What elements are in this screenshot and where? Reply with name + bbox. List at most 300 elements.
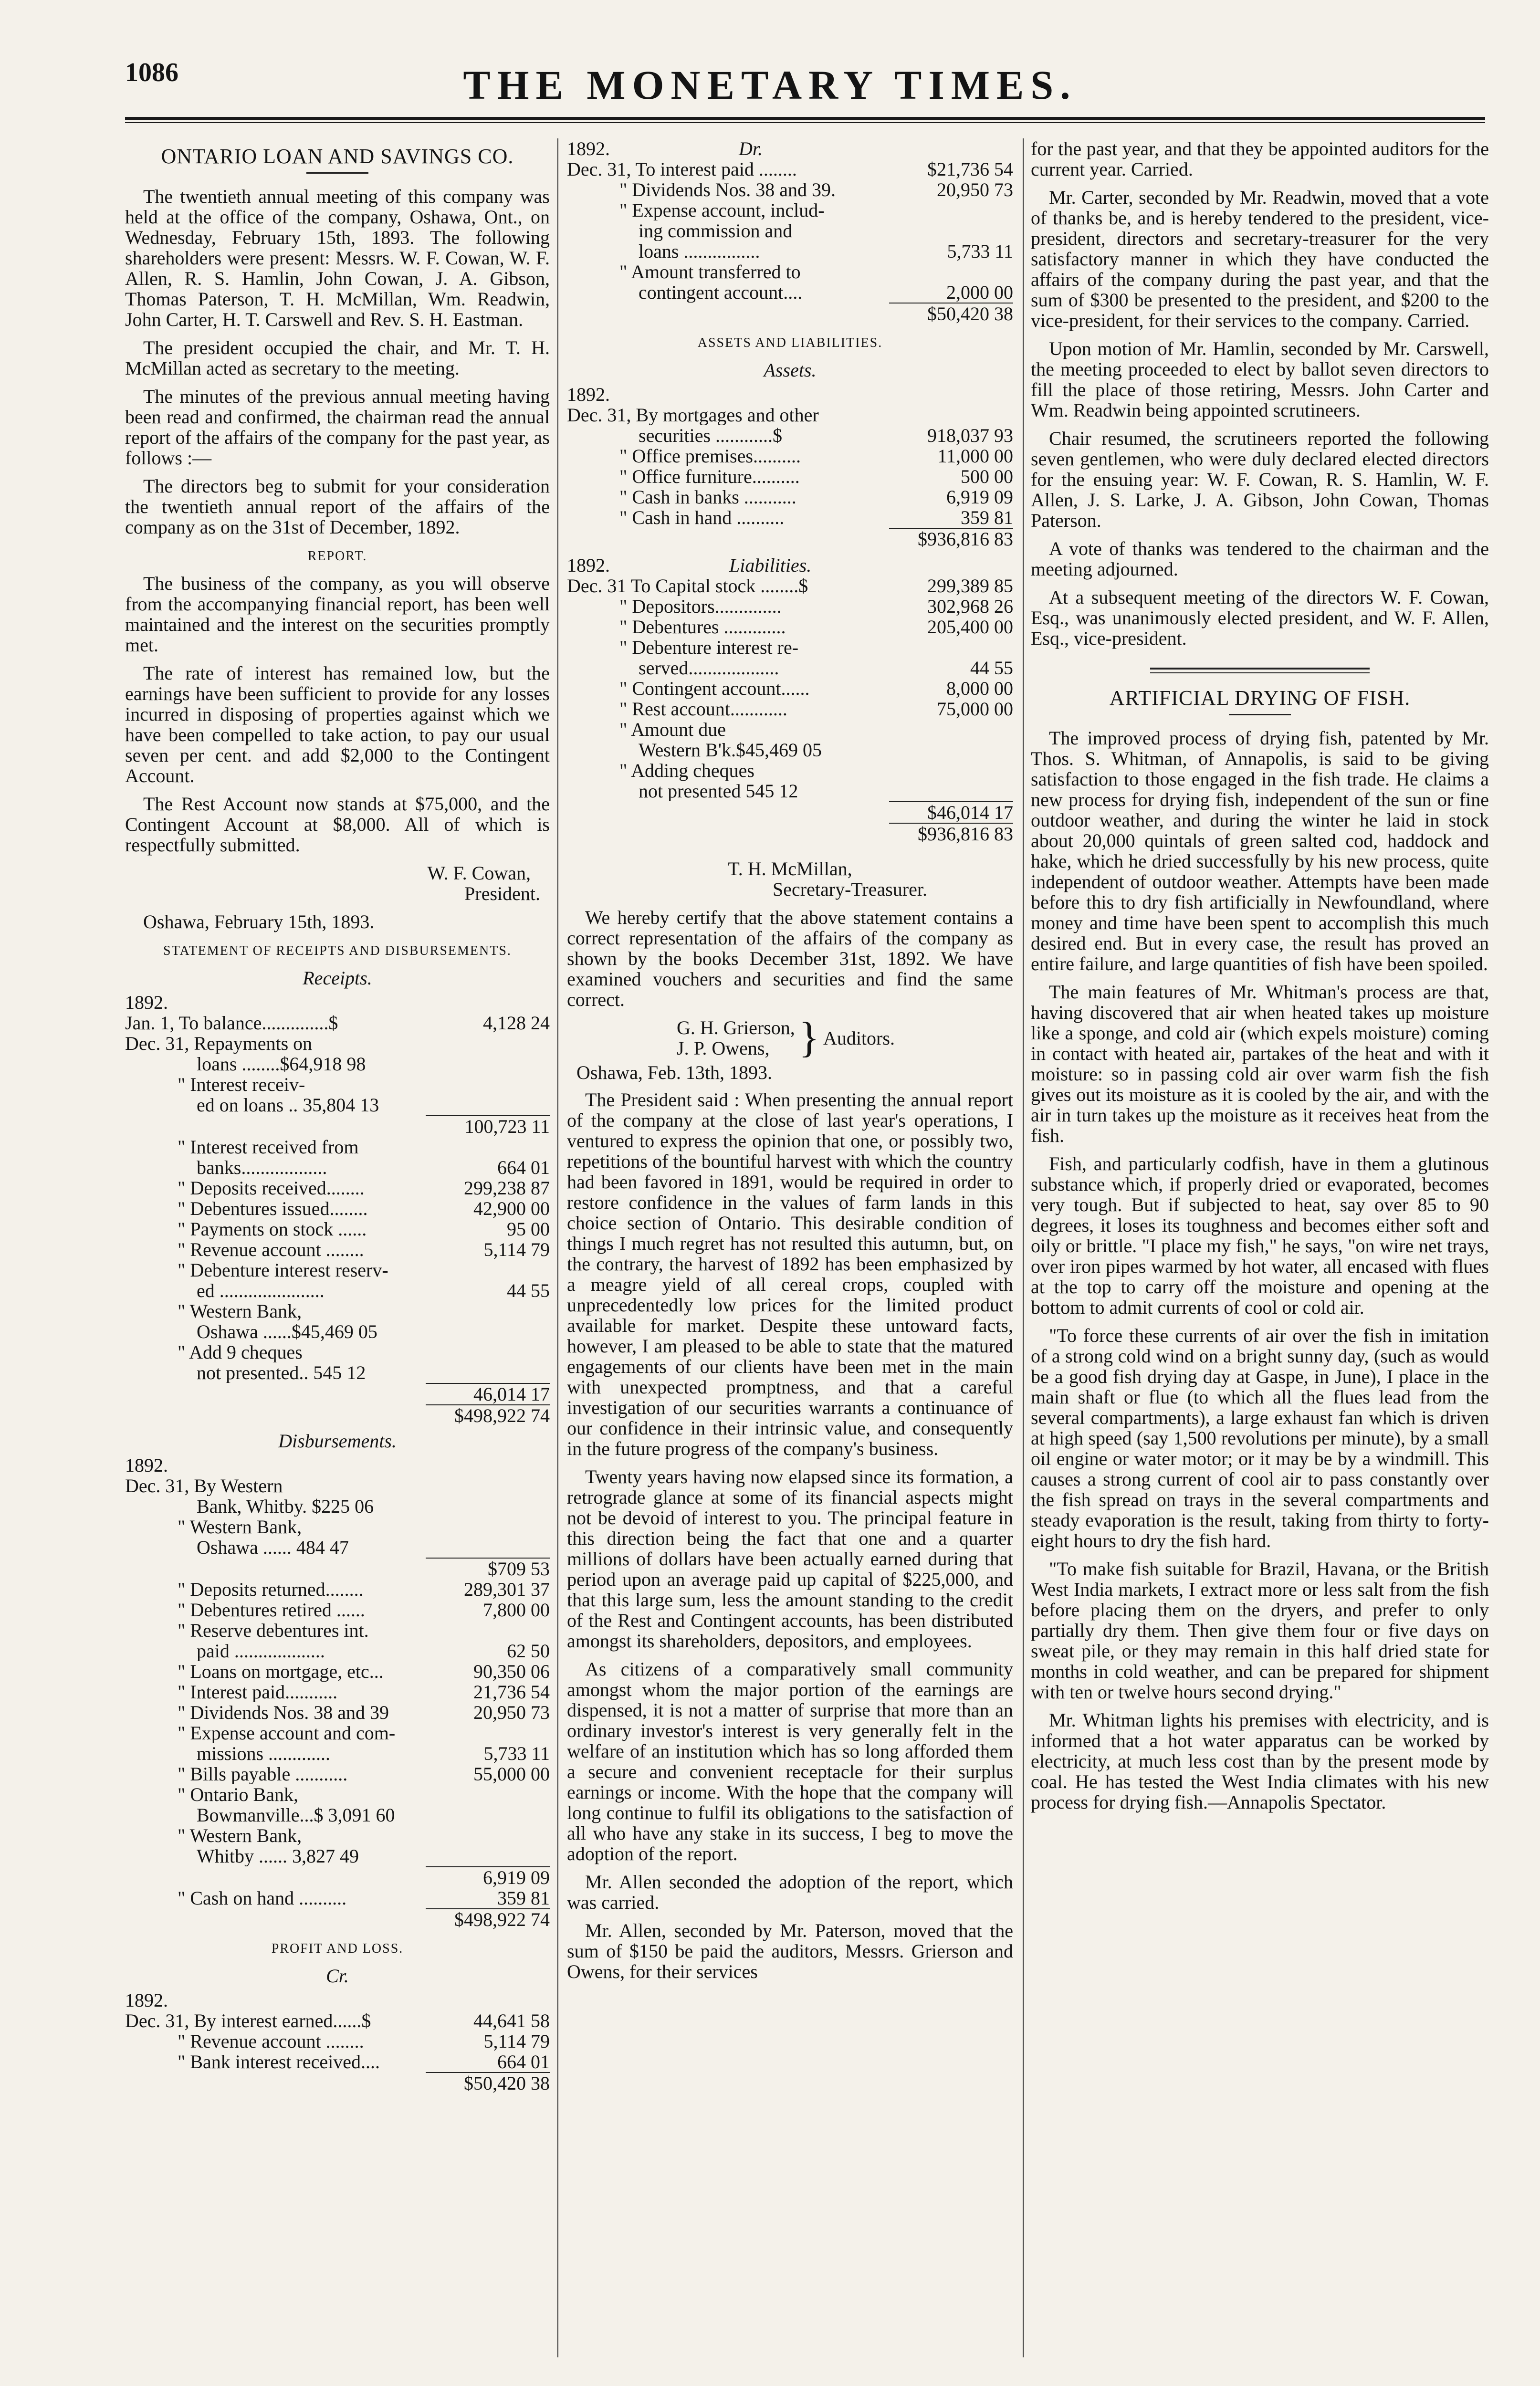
column-divider — [557, 138, 558, 2357]
page-header — [0, 0, 1540, 143]
ledger-label: 1892. — [125, 992, 168, 1013]
paragraph: We hereby certify that the above statement contains a correct representation of the affairs of the company as shown by the books December 31st, 1892. We have examined vouchers and securities and find the same correct. — [567, 907, 1013, 1010]
ledger-amount: 44 55 — [507, 1280, 550, 1301]
ledger-label: " Office premises.......... — [619, 446, 801, 466]
ledger-amount: 299,238 87 — [464, 1177, 550, 1199]
page-number: 1086 — [125, 58, 178, 87]
ledger-amount: $936,816 83 — [889, 528, 1013, 549]
year-label: 1892. — [567, 555, 610, 576]
ledger-amount — [426, 1074, 550, 1095]
ledger-amount: $498,922 74 — [426, 1404, 550, 1426]
header-rule — [125, 117, 1485, 120]
ledger-label: " Office furniture.......... — [619, 466, 800, 487]
ledger-label: contingent account.... — [639, 282, 803, 303]
ledger-row — [125, 1476, 550, 1496]
ledger-label — [125, 1866, 426, 1888]
ledger-label: ing commission and — [639, 220, 793, 241]
ledger-row — [125, 1054, 550, 1074]
ledger-label — [567, 823, 889, 844]
auditor-name: J. P. Owens, — [677, 1037, 770, 1059]
ledger-label: Oshawa ...... 484 47 — [197, 1537, 349, 1558]
ledger-row — [567, 159, 1013, 179]
ledger-label: Bank, Whitby. $225 06 — [197, 1496, 374, 1517]
subheading: Disbursements. — [278, 1430, 397, 1452]
ledger-label: not presented.. 545 12 — [197, 1362, 366, 1383]
ledger-label — [125, 1383, 426, 1404]
heading-rule — [1229, 714, 1291, 715]
ledger-label: missions ............. — [197, 1743, 331, 1764]
ledger-label: Dec. 31, By mortgages and other — [567, 405, 819, 425]
auditor-names — [677, 1017, 795, 1058]
ledger-amount — [889, 405, 1013, 425]
ledger-amount: 7,800 00 — [483, 1599, 550, 1621]
ledger-row — [125, 1362, 550, 1383]
ledger-row — [125, 1846, 550, 1866]
ledger-row — [125, 1537, 550, 1558]
ledger-amount — [426, 1455, 550, 1476]
ledger-row — [567, 781, 1013, 801]
brace: } — [798, 1014, 819, 1061]
ledger-amount — [426, 1095, 550, 1115]
paragraph: Chair resumed, the scrutineers reported the following seven gentlemen, who were duly declared elected directors for the ensuing year: W. F. Cowan, R. S. Hamlin, W. F. Allen, J. S. Larke, J. A. Gibson, John Cowan, Thomas Paterson. — [1031, 428, 1489, 531]
paragraph: A vote of thanks was tendered to the chairman and the meeting adjourned. — [1031, 538, 1489, 580]
ledger-row — [125, 1825, 550, 1846]
ledger-amount: $50,420 38 — [426, 2072, 550, 2093]
ledger-amount: 62 50 — [507, 1640, 550, 1662]
paragraph: Mr. Carter, seconded by Mr. Readwin, moved that a vote of thanks be, and is hereby tendered to the president, vice-president, directors and secretary-treasurer for the very satisfactory manner in which they have conducted the affairs of the company during the past year, and that the sum of $300 be presented to the president, and $200 to the vice-president, for their services to the company. Carried. — [1031, 187, 1489, 331]
ledger-amount — [426, 1342, 550, 1362]
ledger-label: 1892. — [567, 384, 610, 405]
paragraph: The minutes of the previous annual meeting having been read and confirmed, the chairman read the annual report of the affairs of the company for the past year, as follows :— — [125, 386, 550, 469]
header-rule-thin — [125, 122, 1485, 123]
auditors-block — [677, 1014, 1013, 1061]
ledger-label: " Cash in hand .......... — [619, 507, 785, 528]
ledger-amount: $936,816 83 — [889, 823, 1013, 844]
dateline: Oshawa, February 15th, 1893. — [143, 911, 375, 932]
profit-loss-table — [125, 1990, 550, 2093]
ledger-label: 1892. — [125, 1990, 168, 2010]
ledger-label: " Debentures issued........ — [178, 1198, 368, 1219]
auditors-label: Auditors. — [823, 1027, 895, 1049]
ledger-row — [567, 384, 1013, 405]
year-label: 1892. — [567, 138, 610, 159]
ledger-row — [125, 1219, 550, 1239]
assets-table — [567, 384, 1013, 549]
ledger-label: Oshawa ......$45,469 05 — [197, 1321, 377, 1342]
ledger-amount: $21,736 54 — [927, 158, 1013, 180]
ledger-row — [125, 1682, 550, 1702]
ledger-row — [567, 637, 1013, 658]
ledger-amount: 100,723 11 — [426, 1115, 550, 1137]
subheading: Assets. — [764, 359, 817, 381]
ledger-amount — [426, 1033, 550, 1054]
ledger-row — [125, 1115, 550, 1137]
ledger-row — [125, 1866, 550, 1888]
ledger-amount: 46,014 17 — [426, 1383, 550, 1404]
ledger-amount: 5,733 11 — [947, 241, 1013, 262]
ledger-label: " Debentures retired ...... — [178, 1600, 365, 1620]
paragraph: Fish, and particularly codfish, have in them a glutinous substance which, if properly dried or evaporated, becomes very tough. But if subjected to heat, say over 85 to 90 degrees, it loses its toughness and becomes either soft and oily or brittle. "I place my fish," he says, "on wire net trays, over iron pipes warmed by hot water, all encased with flues at the top to carry off the moisture and opening at the bottom to admit currents of cool or cold air. — [1031, 1153, 1489, 1318]
ledger-label: paid ................... — [197, 1641, 325, 1661]
paragraph: The President said : When presenting the annual report of the company at the close of last year's operations, I ventured to express the opinion that one, or possibly two, repetitions of the bountiful harvest with which the country had been favored in 1891, would be required in order to restore confidence in the values of farm lands in this choice section of Ontario. This desirable condition of things I much regret has not resulted this autumn, but, on the contrary, the harvest of 1892 has been emphasized by a meagre yield of all cereal crops, coupled with unprecedentedly low prices for the limited product available for market. Despite these untoward facts, however, I am pleased to be able to state that the matured engagements of our clients have been met in the main with unexpected promptness, and that a careful investigation of our securities warrants a continuance of our confidence in their intrinsic value, and consequently in the future progress of the company's business. — [567, 1089, 1013, 1459]
ledger-amount — [426, 1362, 550, 1383]
auditors-date: Oshawa, Feb. 13th, 1893. — [576, 1062, 772, 1083]
ledger-row — [125, 1178, 550, 1198]
signer-name: W. F. Cowan, — [427, 862, 531, 884]
paragraph: The Rest Account now stands at $75,000, and the Contingent Account at $8,000. All of which is respectfully submitted. — [125, 793, 550, 856]
ledger-row — [125, 1321, 550, 1342]
paragraph: The business of the company, as you will observe from the accompanying financial report, has been well maintained and the interest on the securities promptly met. — [125, 573, 550, 656]
ledger-amount — [889, 200, 1013, 220]
ledger-label: " Amount due — [619, 719, 726, 740]
ledger-label — [567, 528, 889, 549]
ledger-row — [125, 1888, 550, 1908]
subheading: Receipts. — [303, 967, 372, 989]
ledger-label: " Debentures ............. — [619, 617, 786, 637]
ledger-label: " Interest receiv- — [178, 1074, 305, 1095]
ledger-row — [125, 1280, 550, 1301]
ledger-row — [125, 1784, 550, 1805]
ledger-label: " Dividends Nos. 38 and 39 — [178, 1702, 389, 1723]
ledger-row — [567, 405, 1013, 425]
ledger-amount: 5,114 79 — [483, 2030, 550, 2052]
ledger-amount — [426, 1990, 550, 2010]
ledger-amount: $46,014 17 — [889, 801, 1013, 823]
article-heading: ARTIFICIAL DRYING OF FISH. — [1109, 686, 1411, 710]
ledger-amount: 289,301 37 — [464, 1579, 550, 1600]
ledger-label: loans ................ — [639, 241, 760, 262]
paragraph: for the past year, and that they be appointed auditors for the current year. Carried. — [1031, 138, 1489, 180]
ledger-amount: 20,950 73 — [473, 1702, 550, 1723]
ledger-label: Dec. 31, Repayments on — [125, 1033, 313, 1054]
paragraph: "To force these currents of air over the fish in imitation of a strong cold wind on a bright sunny day, (such as would be a good fish drying day at Gaspe, in June), I place in the main shaft or flue (to which all the flues lead from the several compartments), a large exhaust fan which is driven at high speed (say 1,500 revolutions per minute), by a small oil engine or water motor; or it may be by a windmill. This causes a strong current of cool air to pass constantly over the fish spread on trays in the several compartments and steady evaporation is the result, taking from thirty to forty-eight hours to dry the fish hard. — [1031, 1325, 1489, 1551]
ledger-amount: $50,420 38 — [889, 303, 1013, 324]
ledger-amount — [426, 1054, 550, 1074]
paragraph: At a subsequent meeting of the directors W. F. Cowan, Esq., was unanimously elected president, and W. F. Allen, Esq., vice-president. — [1031, 586, 1489, 649]
secretary-title: Secretary-Treasurer. — [773, 879, 927, 900]
liab-label: Liabilities. — [729, 555, 812, 576]
column-divider — [1023, 138, 1024, 2357]
ledger-row — [125, 2010, 550, 2031]
ledger-row — [567, 576, 1013, 596]
ledger-row — [125, 2031, 550, 2051]
ledger-amount — [889, 384, 1013, 405]
ledger-row — [567, 699, 1013, 719]
ledger-amount: 6,919 09 — [946, 486, 1013, 508]
ledger-amount — [426, 1620, 550, 1641]
signer-title: President. — [464, 883, 540, 904]
ledger-label: Dec. 31 To Capital stock ........$ — [567, 576, 808, 596]
ledger-amount: $709 53 — [426, 1558, 550, 1579]
ledger-row — [567, 801, 1013, 823]
ledger-amount: 299,389 85 — [927, 575, 1013, 596]
ledger-row — [567, 466, 1013, 487]
ledger-amount — [426, 1825, 550, 1846]
ledger-row — [125, 1805, 550, 1825]
ledger-amount: 55,000 00 — [473, 1763, 550, 1785]
ledger-label: " Debenture interest reserv- — [178, 1260, 388, 1280]
ledger-row — [125, 1095, 550, 1115]
ledger-label: " Cash in banks ........... — [619, 487, 796, 507]
ledger-label: Dec. 31, By interest earned......$ — [125, 2010, 371, 2031]
ledger-label: " Contingent account...... — [619, 678, 810, 699]
ledger-row — [567, 303, 1013, 324]
ledger-amount — [889, 719, 1013, 740]
ledger-amount: 359 81 — [497, 1887, 550, 1909]
ledger-row — [125, 1383, 550, 1404]
paragraph: Upon motion of Mr. Hamlin, seconded by Mr. Carswell, the meeting proceeded to elect by ballot seven directors to fill the place of those retiring, Messrs. John Carter and Wm. Readwin being appointed scrutineers. — [1031, 338, 1489, 421]
ledger-amount: 44,641 58 — [473, 2010, 550, 2031]
masthead-title: THE MONETARY TIMES. — [463, 62, 1077, 108]
ledger-label: " Adding cheques — [619, 760, 754, 781]
ledger-label: Bowmanville...$ 3,091 60 — [197, 1805, 395, 1825]
ledger-label — [125, 1908, 426, 1930]
ledger-row — [567, 487, 1013, 507]
ledger-label: Jan. 1, To balance..............$ — [125, 1013, 338, 1033]
paragraph: The rate of interest has remained low, but the earnings have been sufficient to provide for any losses incurred in disposing of properties against which we have been compelled to take action, to pay our usual seven per cent. and add $2,000 to the Contingent Account. — [125, 662, 550, 786]
ledger-row — [125, 1908, 550, 1930]
ledger-label: " Interest paid........... — [178, 1682, 338, 1702]
ledger-amount: 4,128 24 — [483, 1012, 550, 1034]
ledger-amount: 75,000 00 — [937, 698, 1013, 720]
ledger-row — [125, 992, 550, 1013]
heading-rule — [306, 172, 368, 174]
ledger-amount — [426, 1260, 550, 1280]
ledger-row — [125, 1260, 550, 1280]
ledger-amount — [426, 1805, 550, 1825]
ledger-row — [567, 425, 1013, 446]
ledger-row — [125, 2072, 550, 2093]
ledger-amount — [426, 992, 550, 1013]
ledger-label: " Deposits received........ — [178, 1178, 365, 1198]
dr-table — [567, 159, 1013, 324]
column-3 — [1031, 138, 1489, 1820]
ledger-label: " Western Bank, — [178, 1301, 302, 1321]
ledger-amount — [426, 1476, 550, 1496]
ledger-label — [125, 2072, 426, 2093]
ledger-row — [125, 1013, 550, 1033]
ledger-label: " Payments on stock ...... — [178, 1219, 367, 1239]
ledger-amount — [889, 740, 1013, 760]
paragraph: The improved process of drying fish, patented by Mr. Thos. S. Whitman, of Annapolis, is said to be giving satisfaction to those engaged in the fish trade. He claims a new process for drying fish, independent of the sun or fine outdoor weather, and during the winter he laid in stock about 20,000 quintals of green salted cod, haddock and hake, which he dried successfully by his new process, quite independent of outdoor weather. Attempts have been made before this to dry fish artificially in Newfoundland, where money and time have been spent to accomplish this much desired end. But in every case, the result has proved an entire failure, and large quantities of fish have been spoiled. — [1031, 727, 1489, 974]
ledger-row — [567, 282, 1013, 303]
liab-heading-row — [567, 555, 1013, 576]
ledger-row — [125, 1301, 550, 1321]
ledger-label: " Revenue account ........ — [178, 2031, 364, 2051]
ledger-amount: 664 01 — [497, 1157, 550, 1178]
ledger-row — [567, 446, 1013, 466]
ledger-label: " Expense account, includ- — [619, 200, 825, 220]
subheading: Cr. — [326, 1965, 349, 1987]
ledger-amount: 5,114 79 — [483, 1239, 550, 1260]
ledger-row — [125, 1455, 550, 1476]
ledger-label: " Amount transferred to — [619, 262, 801, 282]
ledger-amount: 205,400 00 — [927, 616, 1013, 638]
paragraph: The main features of Mr. Whitman's process are that, having discovered that air when heated takes up moisture like a sponge, and cold air (which expels moisture) coming in contact with heated air, partakes of the heat and with it moisture: so in passing cold air over warm fish the fish gives out its moisture as it is cooled by the air, and with the air in turn takes up the moisture as it receives heat from the fish. — [1031, 981, 1489, 1146]
ledger-amount: 664 01 — [497, 2051, 550, 2072]
ledger-row — [567, 678, 1013, 699]
ledger-label: " Add 9 cheques — [178, 1342, 303, 1362]
ledger-row — [125, 1033, 550, 1054]
ledger-row — [125, 1579, 550, 1600]
liabilities-table — [567, 576, 1013, 844]
ledger-amount: 6,919 09 — [426, 1866, 550, 1888]
ledger-label — [567, 801, 889, 823]
ledger-amount — [426, 1301, 550, 1321]
ledger-amount: 5,733 11 — [483, 1743, 550, 1764]
ledger-label: " Rest account............ — [619, 699, 787, 719]
ledger-row — [567, 740, 1013, 760]
paragraph: Mr. Whitman lights his premises with electricity, and is informed that a hot water apparatus can be worked by electricity, at much less cost than by the present mode by coal. He has tested the West India climates with his new process for drying fish.—Annapolis Spectator. — [1031, 1709, 1489, 1813]
section-rule — [1150, 668, 1370, 673]
ledger-row — [567, 220, 1013, 241]
ledger-amount: $498,922 74 — [426, 1908, 550, 1930]
ledger-amount: 918,037 93 — [927, 425, 1013, 446]
ledger-label: Western B'k.$45,469 05 — [639, 740, 822, 760]
ledger-amount — [426, 1321, 550, 1342]
ledger-label: " Bills payable ........... — [178, 1764, 348, 1784]
ledger-label: " Ontario Bank, — [178, 1784, 298, 1805]
ledger-amount: 21,736 54 — [473, 1681, 550, 1703]
ledger-label: " Reserve debentures int. — [178, 1620, 369, 1641]
ledger-label: Whitby ...... 3,827 49 — [197, 1846, 359, 1866]
ledger-label — [567, 303, 889, 324]
ledger-label: Dec. 31, To interest paid ........ — [567, 159, 797, 179]
ledger-amount: 500 00 — [961, 466, 1013, 487]
ledger-amount — [426, 1537, 550, 1558]
ledger-label: " Western Bank, — [178, 1825, 302, 1846]
ledger-amount: 95 00 — [507, 1218, 550, 1240]
ledger-amount: 359 81 — [961, 507, 1013, 528]
ledger-row — [125, 1137, 550, 1157]
ledger-label: securities ............$ — [639, 425, 783, 446]
ledger-label: " Debenture interest re- — [619, 637, 799, 658]
ledger-row — [567, 507, 1013, 528]
ledger-amount — [426, 1846, 550, 1866]
paragraph: Mr. Allen, seconded by Mr. Paterson, moved that the sum of $150 be paid the auditors, Messrs. Grierson and Owens, for their services — [567, 1920, 1013, 1982]
paragraph: Twenty years having now elapsed since its formation, a retrograde glance at some of its financial aspects might not be devoid of interest to you. The principal feature in this direction being the fact that one and a quarter millions of dollars have been actually earned during that period upon an average paid up capital of $225,000, and that this large sum, less the amount standing to the credit of the Rest and Contingent accounts, has been distributed amongst its shareholders, depositors, and employees. — [567, 1466, 1013, 1652]
ledger-label: banks.................. — [197, 1157, 327, 1178]
secretary-name: T. H. McMillan, — [728, 858, 852, 879]
ledger-amount: 8,000 00 — [946, 678, 1013, 699]
ledger-row — [567, 262, 1013, 282]
ledger-label: " Loans on mortgage, etc... — [178, 1661, 384, 1682]
ledger-amount — [889, 781, 1013, 801]
ledger-row — [567, 596, 1013, 617]
ledger-label: 1892. — [125, 1455, 168, 1476]
ledger-row — [125, 1342, 550, 1362]
section-heading: ASSETS AND LIABILITIES. — [697, 335, 883, 350]
ledger-row — [125, 1239, 550, 1260]
ledger-row — [567, 823, 1013, 844]
ledger-row — [567, 617, 1013, 637]
ledger-label: " Revenue account ........ — [178, 1239, 364, 1260]
ledger-row — [567, 241, 1013, 262]
ledger-row — [567, 719, 1013, 740]
ledger-row — [125, 1661, 550, 1682]
ledger-row — [125, 1743, 550, 1764]
ledger-row — [125, 1404, 550, 1426]
ledger-label: ed on loans .. 35,804 13 — [197, 1095, 379, 1115]
ledger-amount: 302,968 26 — [927, 596, 1013, 617]
ledger-row — [125, 1641, 550, 1661]
ledger-row — [125, 1702, 550, 1723]
ledger-amount — [426, 1137, 550, 1157]
dr-label: Dr. — [739, 138, 763, 159]
section-heading: STATEMENT OF RECEIPTS AND DISBURSEMENTS. — [163, 943, 512, 958]
ledger-label — [125, 1115, 426, 1137]
ledger-amount — [889, 760, 1013, 781]
ledger-label: " Dividends Nos. 38 and 39. — [619, 179, 836, 200]
ledger-amount — [426, 1517, 550, 1537]
ledger-row — [567, 658, 1013, 678]
ledger-amount: 44 55 — [970, 657, 1013, 679]
ledger-row — [125, 1723, 550, 1743]
section-heading: PROFIT AND LOSS. — [271, 1941, 404, 1956]
ledger-label: " Western Bank, — [178, 1517, 302, 1537]
paragraph: "To make fish suitable for Brazil, Havana, or the British West India markets, I extract more or less salt from the fish before placing them on the dryers, and prefer to only partially dry them. Then give them four or five days on sweat pile, or they may remain in this half dried state for months in cold weather, and can be prepared for shipment with ten or twelve hours second drying." — [1031, 1558, 1489, 1703]
ledger-row — [125, 1764, 550, 1784]
ledger-amount: 20,950 73 — [937, 179, 1013, 200]
ledger-label: " Depositors.............. — [619, 596, 782, 617]
ledger-label: " Interest received from — [178, 1137, 359, 1157]
ledger-row — [125, 1074, 550, 1095]
ledger-amount — [889, 220, 1013, 241]
ledger-row — [125, 1558, 550, 1579]
ledger-row — [567, 179, 1013, 200]
ledger-label: " Cash on hand .......... — [178, 1888, 347, 1908]
ledger-label: " Deposits returned........ — [178, 1579, 364, 1600]
receipts-table — [125, 992, 550, 1426]
ledger-row — [125, 1620, 550, 1641]
ledger-amount: 90,350 06 — [473, 1661, 550, 1682]
ledger-row — [125, 1600, 550, 1620]
paragraph: Mr. Allen seconded the adoption of the report, which was carried. — [567, 1871, 1013, 1913]
ledger-amount — [426, 1784, 550, 1805]
ledger-row — [567, 200, 1013, 220]
paragraph: As citizens of a comparatively small community amongst whom the major portion of the earnings are dispensed, it is not a matter of surprise that more than an ordinary investor's interest is very generally felt in the welfare of an institution which has so long afforded them a secure and convenient receptacle for their surplus earnings or income. With the hope that the company will long continue to fulfil its obligations to the satisfaction of all who have any stake in its success, I beg to move the adoption of the report. — [567, 1658, 1013, 1864]
ledger-amount — [889, 637, 1013, 658]
ledger-row — [567, 528, 1013, 549]
ledger-amount — [426, 1723, 550, 1743]
dr-heading-row — [567, 138, 1013, 159]
ledger-row — [567, 760, 1013, 781]
ledger-label: " Bank interest received.... — [178, 2051, 380, 2072]
ledger-label: Dec. 31, By Western — [125, 1476, 283, 1496]
paragraph: The president occupied the chair, and Mr. T. H. McMillan acted as secretary to the meeting. — [125, 337, 550, 379]
ledger-label: ed ...................... — [197, 1280, 325, 1301]
ledger-row — [125, 1517, 550, 1537]
ledger-row — [125, 2051, 550, 2072]
ledger-row — [125, 1198, 550, 1219]
ledger-row — [125, 1496, 550, 1517]
ledger-amount — [889, 262, 1013, 282]
ledger-label: loans ........$64,918 98 — [197, 1054, 366, 1074]
ledger-label: served................... — [639, 658, 779, 678]
article-heading: ONTARIO LOAN AND SAVINGS CO. — [161, 145, 514, 168]
paragraph: The twentieth annual meeting of this company was held at the office of the company, Oshawa, Ont., on Wednesday, February 15th, 1893. The following shareholders were present: Messrs. W. F. Cowan, W. F. Allen, R. S. Hamlin, John Cowan, J. A. Gibson, Thomas Paterson, T. H. McMillan, Wm. Readwin, John Carter, H. T. Carswell and Rev. S. H. Eastman. — [125, 186, 550, 330]
section-heading: REPORT. — [307, 549, 367, 564]
ledger-amount: 42,900 00 — [473, 1198, 550, 1219]
auditor-name: G. H. Grierson, — [677, 1017, 795, 1038]
column-2 — [567, 138, 1013, 1989]
ledger-row — [125, 1990, 550, 2010]
ledger-amount: 11,000 00 — [937, 445, 1013, 467]
disbursements-table — [125, 1455, 550, 1930]
ledger-label: " Expense account and com- — [178, 1723, 396, 1743]
paragraph: The directors beg to submit for your consideration the twentieth annual report of the affairs of the company as on the 31st of December, 1892. — [125, 475, 550, 538]
column-1 — [125, 138, 550, 2093]
